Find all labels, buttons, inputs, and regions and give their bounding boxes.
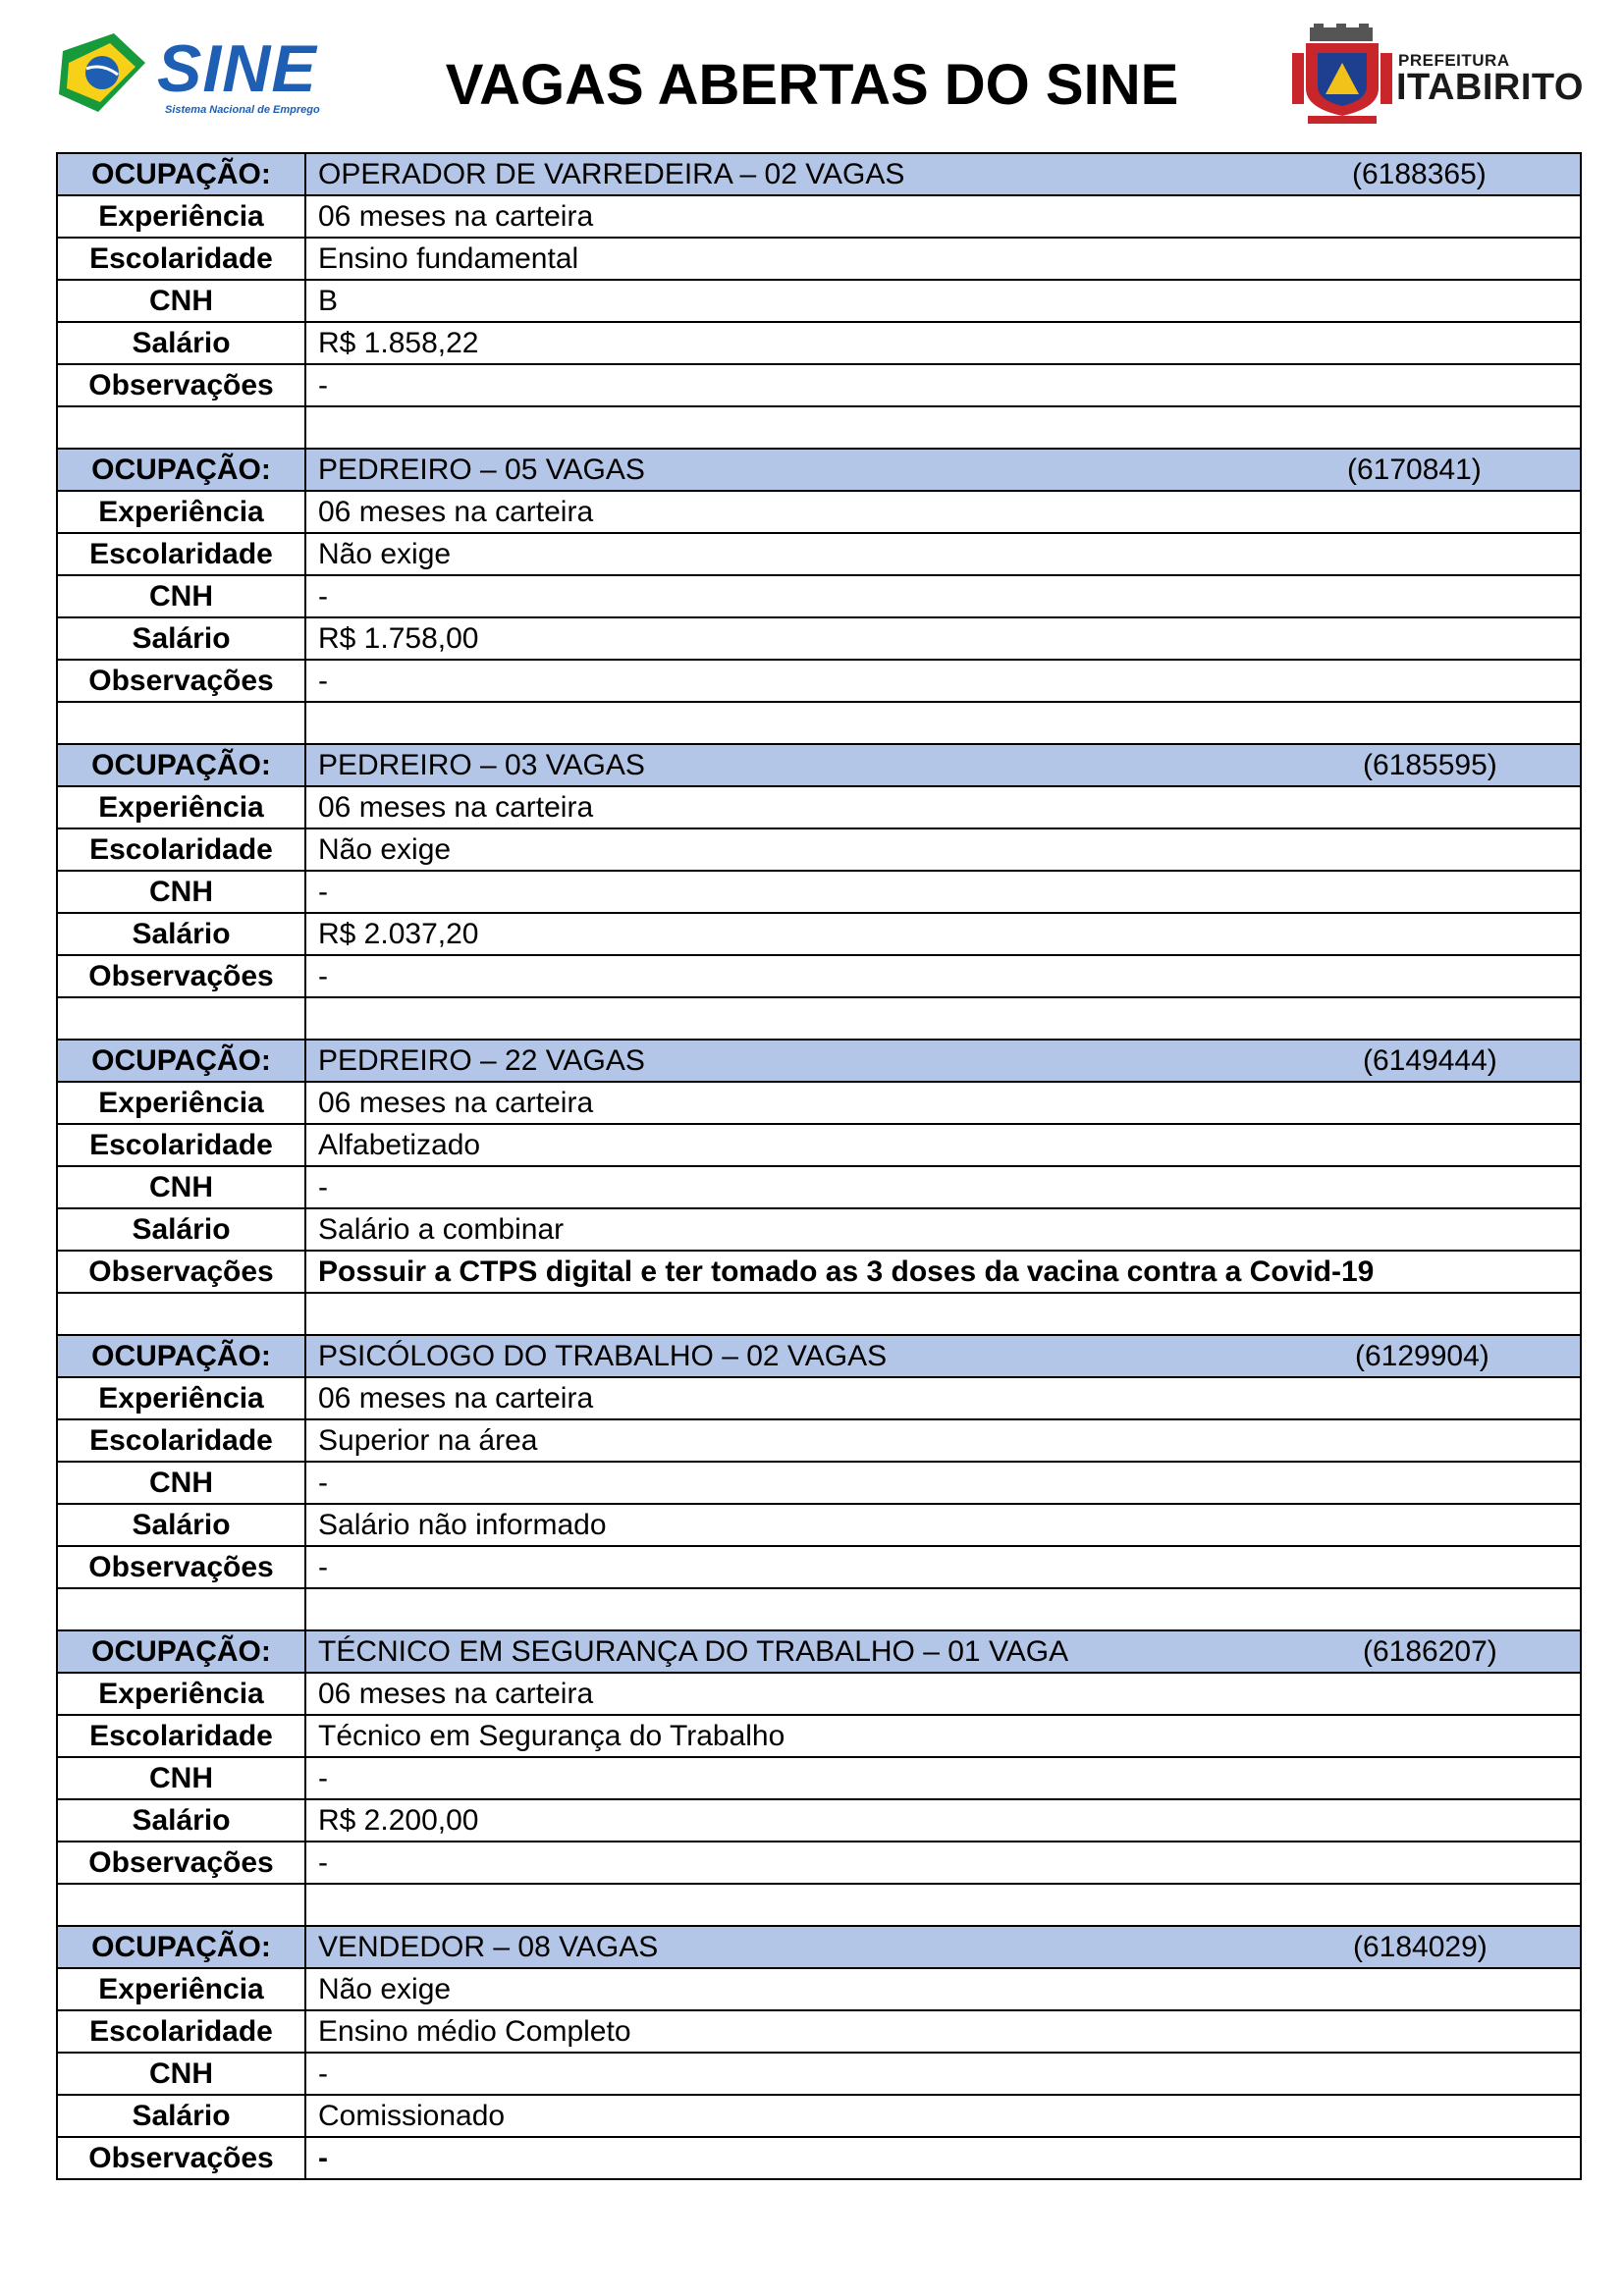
occupation-cell <box>305 1335 1581 1377</box>
job-header-row <box>57 153 1581 195</box>
job-openings-table <box>56 152 1582 2180</box>
job-detail-row-escolaridade <box>57 1419 1581 1462</box>
occupation-cell <box>305 153 1581 195</box>
salario-value: R$ 2.200,00 <box>305 1799 1581 1842</box>
cnh-value: - <box>305 575 1581 617</box>
occupation-label: OCUPAÇÃO: <box>57 449 305 491</box>
job-code: (6129904) <box>1355 1340 1489 1372</box>
occupation-cell <box>305 1926 1581 1968</box>
occupation-title: PEDREIRO – 05 VAGAS <box>318 454 645 486</box>
job-detail-row-escolaridade <box>57 1124 1581 1166</box>
salario-label: Salário <box>57 1208 305 1251</box>
occupation-cell <box>305 744 1581 786</box>
escolaridade-value: Superior na área <box>305 1419 1581 1462</box>
sine-logo-subtitle: Sistema Nacional de Emprego <box>165 104 320 116</box>
occupation-cell <box>305 449 1581 491</box>
job-header-row <box>57 1630 1581 1673</box>
occupation-label: OCUPAÇÃO: <box>57 1630 305 1673</box>
job-detail-row-escolaridade <box>57 238 1581 280</box>
job-header-row <box>57 1926 1581 1968</box>
experiencia-value: Não exige <box>305 1968 1581 2010</box>
job-detail-row-salario <box>57 322 1581 364</box>
occupation-title: TÉCNICO EM SEGURANÇA DO TRABALHO – 01 VAGA <box>318 1635 1069 1668</box>
experiencia-label: Experiência <box>57 1377 305 1419</box>
escolaridade-value: Técnico em Segurança do Trabalho <box>305 1715 1581 1757</box>
salario-label: Salário <box>57 617 305 660</box>
job-detail-row-escolaridade <box>57 533 1581 575</box>
job-detail-row-salario <box>57 2095 1581 2137</box>
experiencia-label: Experiência <box>57 491 305 533</box>
job-detail-row-salario <box>57 913 1581 955</box>
job-detail-row-observacoes <box>57 1546 1581 1588</box>
spacer-row <box>57 997 1581 1040</box>
job-detail-row-observacoes <box>57 955 1581 997</box>
cnh-value: - <box>305 1166 1581 1208</box>
spacer-row <box>57 1293 1581 1335</box>
job-code: (6186207) <box>1363 1635 1497 1668</box>
job-detail-row-cnh <box>57 1757 1581 1799</box>
job-detail-row-experiencia <box>57 1673 1581 1715</box>
cnh-label: CNH <box>57 2053 305 2095</box>
job-code: (6149444) <box>1363 1044 1497 1077</box>
job-openings-table-body <box>57 153 1581 2179</box>
prefeitura-logo-city-name: ITABIRITO <box>1396 67 1584 108</box>
cnh-label: CNH <box>57 280 305 322</box>
cnh-label: CNH <box>57 871 305 913</box>
escolaridade-label: Escolaridade <box>57 238 305 280</box>
salario-label: Salário <box>57 1504 305 1546</box>
experiencia-value: 06 meses na carteira <box>305 1377 1581 1419</box>
spacer-cell <box>305 1293 1581 1335</box>
experiencia-value: 06 meses na carteira <box>305 1082 1581 1124</box>
salario-value: Comissionado <box>305 2095 1581 2137</box>
experiencia-label: Experiência <box>57 1968 305 2010</box>
cnh-value: - <box>305 2053 1581 2095</box>
job-detail-row-cnh <box>57 871 1581 913</box>
escolaridade-label: Escolaridade <box>57 533 305 575</box>
cnh-label: CNH <box>57 1166 305 1208</box>
salario-label: Salário <box>57 2095 305 2137</box>
job-detail-row-observacoes <box>57 2137 1581 2179</box>
escolaridade-label: Escolaridade <box>57 1124 305 1166</box>
spacer-row <box>57 702 1581 744</box>
spacer-row <box>57 1884 1581 1926</box>
job-detail-row-observacoes <box>57 660 1581 702</box>
job-detail-row-observacoes <box>57 1842 1581 1884</box>
prefeitura-logo <box>1292 24 1584 126</box>
salario-value: R$ 1.758,00 <box>305 617 1581 660</box>
observacoes-value: - <box>305 364 1581 406</box>
job-header-row <box>57 449 1581 491</box>
cnh-value: - <box>305 871 1581 913</box>
occupation-label: OCUPAÇÃO: <box>57 1335 305 1377</box>
job-detail-row-cnh <box>57 1462 1581 1504</box>
observacoes-label: Observações <box>57 2137 305 2179</box>
observacoes-label: Observações <box>57 364 305 406</box>
job-detail-row-observacoes <box>57 364 1581 406</box>
spacer-cell <box>57 702 305 744</box>
job-header-row <box>57 1335 1581 1377</box>
job-code: (6170841) <box>1347 454 1482 486</box>
job-detail-row-escolaridade <box>57 1715 1581 1757</box>
occupation-title: PEDREIRO – 22 VAGAS <box>318 1044 645 1077</box>
job-header-row <box>57 744 1581 786</box>
salario-value: Salário não informado <box>305 1504 1581 1546</box>
salario-value: Salário a combinar <box>305 1208 1581 1251</box>
job-detail-row-experiencia <box>57 491 1581 533</box>
spacer-cell <box>57 1884 305 1926</box>
job-detail-row-escolaridade <box>57 2010 1581 2053</box>
coat-of-arms-icon <box>1292 24 1392 126</box>
escolaridade-label: Escolaridade <box>57 828 305 871</box>
job-detail-row-salario <box>57 1208 1581 1251</box>
escolaridade-label: Escolaridade <box>57 1419 305 1462</box>
observacoes-value: Possuir a CTPS digital e ter tomado as 3 doses da vacina contra a Covid-19 <box>305 1251 1581 1293</box>
experiencia-label: Experiência <box>57 1082 305 1124</box>
observacoes-label: Observações <box>57 1251 305 1293</box>
salario-label: Salário <box>57 913 305 955</box>
experiencia-label: Experiência <box>57 1673 305 1715</box>
occupation-title: VENDEDOR – 08 VAGAS <box>318 1931 659 1963</box>
spacer-row <box>57 406 1581 449</box>
observacoes-value: - <box>305 955 1581 997</box>
job-detail-row-cnh <box>57 1166 1581 1208</box>
page-header <box>0 0 1624 147</box>
occupation-cell <box>305 1040 1581 1082</box>
occupation-title: OPERADOR DE VARREDEIRA – 02 VAGAS <box>318 158 905 190</box>
job-detail-row-cnh <box>57 575 1581 617</box>
prefeitura-logo-small-text: PREFEITURA <box>1398 51 1510 70</box>
observacoes-value: - <box>305 1546 1581 1588</box>
salario-label: Salário <box>57 1799 305 1842</box>
spacer-cell <box>305 1588 1581 1630</box>
experiencia-value: 06 meses na carteira <box>305 491 1581 533</box>
job-detail-row-experiencia <box>57 1968 1581 2010</box>
experiencia-label: Experiência <box>57 195 305 238</box>
job-detail-row-experiencia <box>57 195 1581 238</box>
job-code: (6188365) <box>1352 158 1487 190</box>
experiencia-value: 06 meses na carteira <box>305 786 1581 828</box>
escolaridade-label: Escolaridade <box>57 2010 305 2053</box>
escolaridade-value: Ensino médio Completo <box>305 2010 1581 2053</box>
spacer-cell <box>305 997 1581 1040</box>
cnh-label: CNH <box>57 1462 305 1504</box>
observacoes-label: Observações <box>57 1842 305 1884</box>
spacer-cell <box>57 1588 305 1630</box>
occupation-label: OCUPAÇÃO: <box>57 744 305 786</box>
escolaridade-label: Escolaridade <box>57 1715 305 1757</box>
occupation-title: PEDREIRO – 03 VAGAS <box>318 749 645 781</box>
occupation-label: OCUPAÇÃO: <box>57 153 305 195</box>
cnh-value: B <box>305 280 1581 322</box>
observacoes-label: Observações <box>57 955 305 997</box>
observacoes-label: Observações <box>57 1546 305 1588</box>
cnh-value: - <box>305 1462 1581 1504</box>
job-code: (6185595) <box>1363 749 1497 781</box>
cnh-label: CNH <box>57 575 305 617</box>
job-detail-row-observacoes <box>57 1251 1581 1293</box>
job-detail-row-cnh <box>57 280 1581 322</box>
spacer-cell <box>305 1884 1581 1926</box>
job-detail-row-experiencia <box>57 1377 1581 1419</box>
occupation-cell <box>305 1630 1581 1673</box>
job-detail-row-escolaridade <box>57 828 1581 871</box>
job-detail-row-cnh <box>57 2053 1581 2095</box>
spacer-cell <box>57 1293 305 1335</box>
sine-logo-wordmark: SINE <box>157 31 317 106</box>
spacer-cell <box>57 997 305 1040</box>
cnh-label: CNH <box>57 1757 305 1799</box>
job-code: (6184029) <box>1353 1931 1488 1963</box>
spacer-cell <box>305 702 1581 744</box>
escolaridade-value: Ensino fundamental <box>305 238 1581 280</box>
occupation-title: PSICÓLOGO DO TRABALHO – 02 VAGAS <box>318 1340 888 1372</box>
salario-value: R$ 1.858,22 <box>305 322 1581 364</box>
job-detail-row-experiencia <box>57 1082 1581 1124</box>
page-title: VAGAS ABERTAS DO SINE <box>445 53 1179 117</box>
occupation-label: OCUPAÇÃO: <box>57 1926 305 1968</box>
salario-value: R$ 2.037,20 <box>305 913 1581 955</box>
job-detail-row-experiencia <box>57 786 1581 828</box>
spacer-row <box>57 1588 1581 1630</box>
job-header-row <box>57 1040 1581 1082</box>
escolaridade-value: Não exige <box>305 533 1581 575</box>
occupation-label: OCUPAÇÃO: <box>57 1040 305 1082</box>
escolaridade-value: Alfabetizado <box>305 1124 1581 1166</box>
experiencia-label: Experiência <box>57 786 305 828</box>
cnh-value: - <box>305 1757 1581 1799</box>
experiencia-value: 06 meses na carteira <box>305 1673 1581 1715</box>
job-detail-row-salario <box>57 1799 1581 1842</box>
observacoes-value: - <box>305 1842 1581 1884</box>
spacer-cell <box>57 406 305 449</box>
job-detail-row-salario <box>57 617 1581 660</box>
job-detail-row-salario <box>57 1504 1581 1546</box>
experiencia-value: 06 meses na carteira <box>305 195 1581 238</box>
salario-label: Salário <box>57 322 305 364</box>
observacoes-value: - <box>305 2137 1581 2179</box>
observacoes-label: Observações <box>57 660 305 702</box>
escolaridade-value: Não exige <box>305 828 1581 871</box>
observacoes-value: - <box>305 660 1581 702</box>
spacer-cell <box>305 406 1581 449</box>
